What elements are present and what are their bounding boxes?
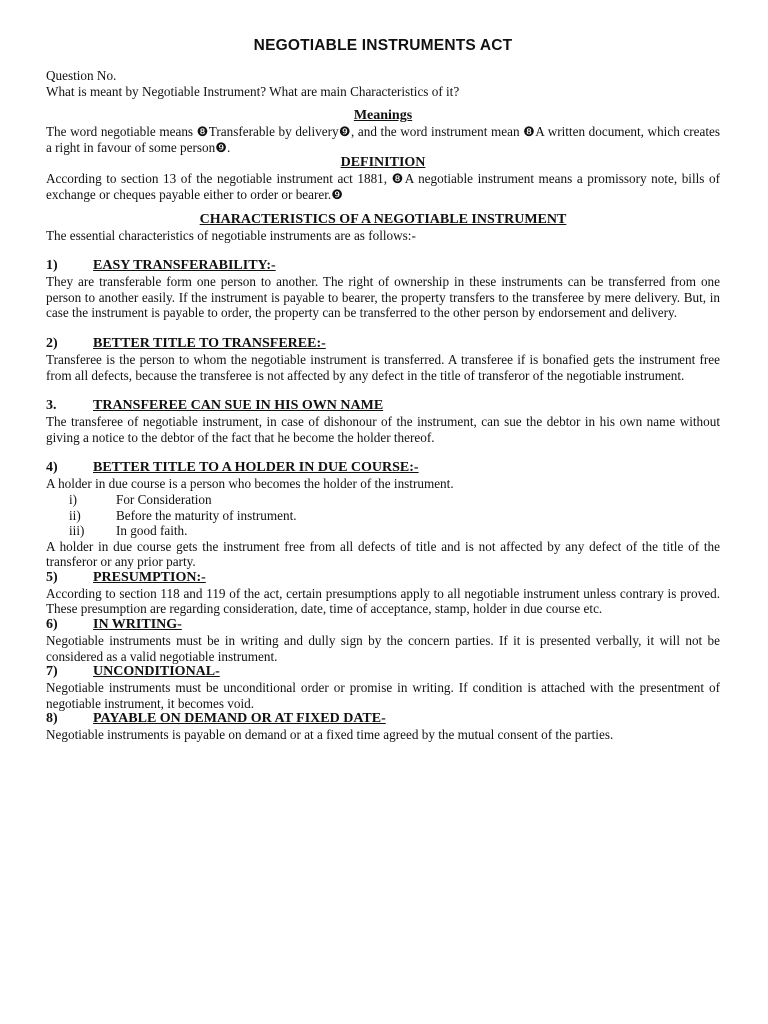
section-number: 6): [46, 617, 58, 633]
section-4: [46, 460, 720, 570]
section-text: According to section 118 and 119 of the act, certain presumptions apply to all negotiable instrument unless contrary is proved. These presumption are regarding consideration, date, time of acceptance, stamp, holder in due course etc.: [46, 585, 720, 617]
definition-heading: DEFINITION: [340, 155, 426, 171]
document-title: NEGOTIABLE INSTRUMENTS ACT: [253, 37, 513, 54]
definition-text: According to section 13 of the negotiable instrument act 1881, ❽A negotiable instrument means a promissory note, bills of exchange or cheques payable either to order or bearer.❾: [46, 171, 720, 202]
section-text: They are transferable form one person to another. The right of ownership in these instruments can be transferred from one person to another easily. If the instrument is payable to bearer, the property transfers to the transferee by mere delivery. But, in case the instrument is payable to order, the property can be transferred to the other person by endorsement and delivery.: [46, 274, 720, 321]
section-text: Negotiable instruments must be unconditional order or promise in writing. If condition is attached with the presentment of negotiable instrument, it becomes void.: [46, 680, 720, 711]
document-page: [46, 36, 720, 743]
section-title: EASY TRANSFERABILITY:-: [93, 258, 276, 274]
section-title: PAYABLE ON DEMAND OR AT FIXED DATE-: [93, 711, 386, 727]
meanings-heading: Meanings: [353, 108, 413, 124]
meanings-text: The word negotiable means ❽Transferable by delivery❾, and the word instrument mean ❽A written document, which creates a right in favour of some person❾.: [46, 124, 720, 155]
section-text: Negotiable instruments must be in writing and dully sign by the concern parties. If it is presented verbally, it will not be considered as a valid negotiable instrument.: [46, 633, 720, 664]
section-title: TRANSFEREE CAN SUE IN HIS OWN NAME: [93, 398, 384, 414]
section-7: [46, 664, 720, 711]
section-text-after: A holder in due course gets the instrument free from all defects of title and is not affected by any defect of the title of the transferor or any prior party.: [46, 538, 720, 570]
list-item: [46, 523, 720, 539]
section-text: A holder in due course is a person who becomes the holder of the instrument.: [46, 476, 454, 492]
list-item: [46, 508, 720, 524]
section-8: [46, 711, 720, 743]
list-item-number: i): [69, 491, 78, 507]
section-2: [46, 336, 720, 383]
characteristics-heading: CHARACTERISTICS OF A NEGOTIABLE INSTRUMENT: [199, 211, 567, 227]
section-title: PRESUMPTION:-: [93, 569, 206, 585]
characteristics-intro: The essential characteristics of negotiable instruments are as follows:-: [46, 227, 416, 243]
section-number: 7): [46, 664, 58, 680]
section-number: 3.: [46, 398, 57, 414]
section-title: BETTER TITLE TO A HOLDER IN DUE COURSE:-: [93, 460, 419, 476]
section-number: 1): [46, 258, 58, 274]
question-label: Question No.: [46, 68, 117, 83]
section-6: [46, 617, 720, 664]
section-number: 5): [46, 569, 58, 585]
section-3: [46, 398, 720, 445]
section-number: 4): [46, 460, 58, 476]
list-item-number: ii): [69, 507, 81, 523]
list-item-text: Before the maturity of instrument.: [116, 507, 297, 523]
section-text: Transferee is the person to whom the negotiable instrument is transferred. A transferee if is bonafied gets the instrument free from all defects, because the transferee is not affected by any defect in the title of transferor of the negotiable instrument.: [46, 351, 720, 383]
question-text: What is meant by Negotiable Instrument? What are main Characteristics of it?: [46, 83, 460, 99]
section-title: BETTER TITLE TO TRANSFEREE:-: [93, 335, 326, 351]
list-item-text: In good faith.: [116, 523, 188, 539]
section-number: 8): [46, 711, 58, 727]
section-title: UNCONDITIONAL-: [93, 664, 220, 680]
section-title: IN WRITING-: [93, 617, 182, 633]
section-1: [46, 258, 720, 321]
list-item: [46, 492, 720, 508]
list-item-text: For Consideration: [116, 491, 212, 507]
section-5: [46, 570, 720, 617]
section-text: Negotiable instruments is payable on demand or at a fixed time agreed by the mutual consent of the parties.: [46, 727, 614, 743]
section-text: The transferee of negotiable instrument, in case of dishonour of the instrument, can sue the debtor in his own name without giving a notice to the debtor of the fact that he become the holder thereof.: [46, 414, 720, 445]
section-number: 2): [46, 335, 58, 351]
list-item-number: iii): [69, 523, 85, 539]
